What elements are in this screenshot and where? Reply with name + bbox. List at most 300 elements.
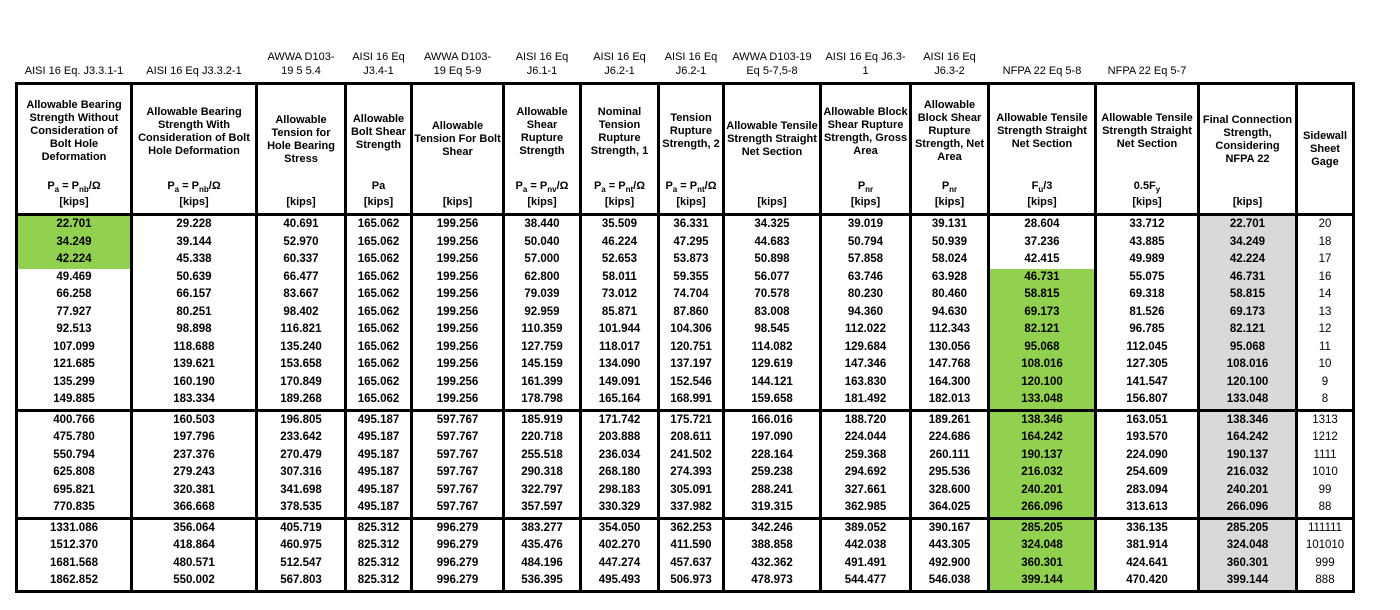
column-header-inner — [990, 85, 1094, 213]
value-cell: 199.256 — [412, 234, 504, 252]
value-cell: 59.355 — [659, 269, 724, 287]
column-header-row — [17, 84, 1354, 215]
value-cell: 197.090 — [724, 429, 821, 447]
value-cell: 159.658 — [724, 391, 821, 410]
column-header-inner — [413, 85, 502, 213]
value-cell: 233.642 — [257, 429, 346, 447]
column-title: Allowable Bearing Strength With Consideration of Bolt Hole Deformation — [138, 105, 250, 157]
value-cell: 268.180 — [581, 464, 659, 482]
eq-ref-label: AISI 16 Eq J3.4-1 — [346, 2, 412, 84]
value-cell: 491.491 — [821, 555, 911, 573]
value-cell: 354.050 — [581, 518, 659, 537]
value-cell: 147.768 — [911, 356, 989, 374]
value-cell: 288.241 — [724, 482, 821, 500]
value-cell: 546.038 — [911, 572, 989, 591]
value-cell: 161.399 — [504, 374, 581, 392]
value-cell: 285.205 — [1199, 518, 1297, 537]
value-cell: 118.688 — [132, 339, 257, 357]
column-formula: $P_{nr}$ — [857, 179, 874, 194]
value-cell: 298.183 — [581, 482, 659, 500]
value-cell: 127.759 — [504, 339, 581, 357]
column-formula: $P_a = P_{nb}/\Omega$ — [47, 179, 101, 194]
value-cell: 199.256 — [412, 374, 504, 392]
value-cell: 402.270 — [581, 537, 659, 555]
value-cell: 94.630 — [911, 304, 989, 322]
column-title: Nominal Tension Rupture Strength, 1 — [590, 105, 649, 157]
eq-ref-label: AISI 16 Eq J6.2-1 — [581, 2, 659, 84]
value-cell: 22.701 — [17, 215, 132, 234]
table-row — [17, 572, 1354, 591]
value-cell: 182.013 — [911, 391, 989, 410]
table-row — [17, 215, 1354, 234]
value-cell: 360.301 — [989, 555, 1096, 573]
value-cell: 96.785 — [1096, 321, 1199, 339]
column-title: Allowable Tensile Strength Straight Net Section — [996, 112, 1088, 151]
value-cell: 165.062 — [346, 251, 412, 269]
value-cell: 114.082 — [724, 339, 821, 357]
value-cell: 319.315 — [724, 499, 821, 518]
column-title: Allowable Bolt Shear Strength — [350, 112, 406, 151]
value-cell: 240.201 — [989, 482, 1096, 500]
column-header-inner — [725, 85, 819, 213]
value-cell: 144.121 — [724, 374, 821, 392]
value-cell: 98.545 — [724, 321, 821, 339]
value-cell: 135.240 — [257, 339, 346, 357]
table-row — [17, 518, 1354, 537]
value-cell: 442.038 — [821, 537, 911, 555]
column-title: Allowable Shear Rupture Strength — [516, 105, 568, 157]
value-cell: 85.871 — [581, 304, 659, 322]
eq-ref-label: AISI 16 Eq. J3.3.1-1 — [17, 2, 132, 84]
column-unit-label: [kips] — [850, 196, 881, 208]
value-cell: 42.415 — [989, 251, 1096, 269]
value-cell: 357.597 — [504, 499, 581, 518]
value-cell: 495.187 — [346, 499, 412, 518]
value-cell: 120.100 — [1199, 374, 1297, 392]
value-cell: 49.989 — [1096, 251, 1199, 269]
value-cell: 447.274 — [581, 555, 659, 573]
value-cell: 364.025 — [911, 499, 989, 518]
table-row — [17, 286, 1354, 304]
value-cell: 165.062 — [346, 391, 412, 410]
value-cell: 181.492 — [821, 391, 911, 410]
value-cell: 50.794 — [821, 234, 911, 252]
value-cell: 270.479 — [257, 447, 346, 465]
column-header — [1199, 84, 1297, 215]
value-cell: 60.337 — [257, 251, 346, 269]
value-cell: 199.256 — [412, 356, 504, 374]
value-cell: 625.808 — [17, 464, 132, 482]
value-cell: 135.299 — [17, 374, 132, 392]
value-cell: 153.658 — [257, 356, 346, 374]
eq-ref-label: AISI 16 Eq J3.3.2-1 — [132, 2, 257, 84]
value-cell: 240.201 — [1199, 482, 1297, 500]
gage-cell: 888 — [1297, 572, 1354, 591]
value-cell: 82.121 — [1199, 321, 1297, 339]
column-formula: $P_a = P_{nt}/\Omega$ — [665, 179, 717, 194]
value-cell: 165.164 — [581, 391, 659, 410]
eq-ref-label: AWWA D103- 19 Eq 5-9 — [412, 2, 504, 84]
value-cell: 307.316 — [257, 464, 346, 482]
value-cell: 139.621 — [132, 356, 257, 374]
column-formula: $P_a = P_{nb}/\Omega$ — [167, 179, 221, 194]
value-cell: 411.590 — [659, 537, 724, 555]
value-cell: 255.518 — [504, 447, 581, 465]
value-cell: 87.860 — [659, 304, 724, 322]
value-cell: 342.246 — [724, 518, 821, 537]
value-cell: 118.017 — [581, 339, 659, 357]
gage-cell: 88 — [1297, 499, 1354, 518]
table-row — [17, 555, 1354, 573]
value-cell: 137.197 — [659, 356, 724, 374]
value-cell: 1512.370 — [17, 537, 132, 555]
value-cell: 74.704 — [659, 286, 724, 304]
column-header — [504, 84, 581, 215]
value-cell: 478.973 — [724, 572, 821, 591]
table-row — [17, 429, 1354, 447]
value-cell: 40.691 — [257, 215, 346, 234]
gage-cell: 1111 — [1297, 447, 1354, 465]
table-row — [17, 537, 1354, 555]
value-cell: 495.493 — [581, 572, 659, 591]
value-cell: 141.547 — [1096, 374, 1199, 392]
value-cell: 341.698 — [257, 482, 346, 500]
value-cell: 188.720 — [821, 410, 911, 429]
value-cell: 492.900 — [911, 555, 989, 573]
value-cell: 197.796 — [132, 429, 257, 447]
column-header-inner — [1097, 85, 1197, 213]
value-cell: 81.526 — [1096, 304, 1199, 322]
value-cell: 110.359 — [504, 321, 581, 339]
value-cell: 165.062 — [346, 234, 412, 252]
column-header — [1297, 84, 1354, 215]
table-row — [17, 499, 1354, 518]
value-cell: 44.683 — [724, 234, 821, 252]
value-cell: 193.570 — [1096, 429, 1199, 447]
value-cell: 381.914 — [1096, 537, 1199, 555]
value-cell: 47.295 — [659, 234, 724, 252]
value-cell: 199.256 — [412, 304, 504, 322]
value-cell: 152.546 — [659, 374, 724, 392]
value-cell: 129.619 — [724, 356, 821, 374]
value-cell: 475.780 — [17, 429, 132, 447]
column-formula: $P_a = P_{nt}/\Omega$ — [593, 179, 646, 194]
value-cell: 98.898 — [132, 321, 257, 339]
column-formula: Pa — [371, 180, 386, 192]
value-cell: 116.821 — [257, 321, 346, 339]
value-cell: 50.939 — [911, 234, 989, 252]
column-header-inner — [660, 85, 722, 213]
value-cell: 80.230 — [821, 286, 911, 304]
value-cell: 1331.086 — [17, 518, 132, 537]
value-cell: 996.279 — [412, 555, 504, 573]
column-title: Final Connection Strength, Considering NFPA 22 — [1202, 113, 1293, 165]
table-row — [17, 304, 1354, 322]
value-cell: 112.022 — [821, 321, 911, 339]
value-cell: 199.256 — [412, 339, 504, 357]
value-cell: 383.277 — [504, 518, 581, 537]
value-cell: 220.718 — [504, 429, 581, 447]
value-cell: 37.236 — [989, 234, 1096, 252]
value-cell: 80.251 — [132, 304, 257, 322]
value-cell: 274.393 — [659, 464, 724, 482]
value-cell: 98.402 — [257, 304, 346, 322]
table-row — [17, 464, 1354, 482]
column-header-inner — [258, 85, 344, 213]
value-cell: 389.052 — [821, 518, 911, 537]
value-cell: 199.256 — [412, 251, 504, 269]
value-cell: 39.144 — [132, 234, 257, 252]
gage-cell: 9 — [1297, 374, 1354, 392]
value-cell: 38.440 — [504, 215, 581, 234]
value-cell: 130.056 — [911, 339, 989, 357]
gage-cell: 18 — [1297, 234, 1354, 252]
value-cell: 69.318 — [1096, 286, 1199, 304]
value-cell: 266.096 — [989, 499, 1096, 518]
value-cell: 46.224 — [581, 234, 659, 252]
value-cell: 121.685 — [17, 356, 132, 374]
eq-ref-label — [1297, 2, 1354, 84]
value-cell: 254.609 — [1096, 464, 1199, 482]
column-unit-label: [kips] — [1232, 196, 1263, 208]
value-cell: 424.641 — [1096, 555, 1199, 573]
value-cell: 112.045 — [1096, 339, 1199, 357]
value-cell: 95.068 — [1199, 339, 1297, 357]
value-cell: 597.767 — [412, 410, 504, 429]
value-cell: 42.224 — [17, 251, 132, 269]
column-header — [132, 84, 257, 215]
value-cell: 39.019 — [821, 215, 911, 234]
value-cell: 259.368 — [821, 447, 911, 465]
gage-cell: 10 — [1297, 356, 1354, 374]
column-header — [911, 84, 989, 215]
value-cell: 63.928 — [911, 269, 989, 287]
value-cell: 290.318 — [504, 464, 581, 482]
value-cell: 825.312 — [346, 555, 412, 573]
value-cell: 107.099 — [17, 339, 132, 357]
value-cell: 443.305 — [911, 537, 989, 555]
value-cell: 199.256 — [412, 286, 504, 304]
value-cell: 53.873 — [659, 251, 724, 269]
eq-ref-label: AISI 16 Eq J6.2-1 — [659, 2, 724, 84]
value-cell: 43.885 — [1096, 234, 1199, 252]
value-cell: 203.888 — [581, 429, 659, 447]
eq-ref-label: AISI 16 Eq J6.3-2 — [911, 2, 989, 84]
column-header — [989, 84, 1096, 215]
eq-ref-label: AISI 16 Eq J6.3- 1 — [821, 2, 911, 84]
column-title: Allowable Block Shear Rupture Strength, Net Area — [914, 99, 985, 164]
value-cell: 112.343 — [911, 321, 989, 339]
value-cell: 283.094 — [1096, 482, 1199, 500]
value-cell: 305.091 — [659, 482, 724, 500]
value-cell: 544.477 — [821, 572, 911, 591]
value-cell: 69.173 — [1199, 304, 1297, 322]
gage-cell: 1212 — [1297, 429, 1354, 447]
value-cell: 33.712 — [1096, 215, 1199, 234]
value-cell: 196.805 — [257, 410, 346, 429]
value-cell: 127.305 — [1096, 356, 1199, 374]
value-cell: 356.064 — [132, 518, 257, 537]
column-header-inner — [18, 85, 130, 213]
column-unit-label: [kips] — [934, 196, 965, 208]
value-cell: 120.100 — [989, 374, 1096, 392]
value-cell: 149.885 — [17, 391, 132, 410]
gage-cell: 1010 — [1297, 464, 1354, 482]
value-cell: 378.535 — [257, 499, 346, 518]
value-cell: 66.258 — [17, 286, 132, 304]
value-cell: 399.144 — [1199, 572, 1297, 591]
column-header — [724, 84, 821, 215]
column-unit-label: [kips] — [676, 196, 706, 208]
value-cell: 34.249 — [1199, 234, 1297, 252]
value-cell: 199.256 — [412, 215, 504, 234]
value-cell: 138.346 — [989, 410, 1096, 429]
value-cell: 208.611 — [659, 429, 724, 447]
value-cell: 259.238 — [724, 464, 821, 482]
eq-ref-label: NFPA 22 Eq 5-7 — [1096, 2, 1199, 84]
value-cell: 399.144 — [989, 572, 1096, 591]
gage-cell: 13 — [1297, 304, 1354, 322]
column-header — [821, 84, 911, 215]
column-unit-label: [kips] — [363, 196, 394, 208]
column-formula: $F_u/3$ — [1031, 179, 1053, 194]
value-cell: 199.256 — [412, 391, 504, 410]
value-cell: 94.360 — [821, 304, 911, 322]
value-cell: 39.131 — [911, 215, 989, 234]
column-unit-label: [kips] — [604, 196, 635, 208]
value-cell: 50.040 — [504, 234, 581, 252]
column-unit-label: [kips] — [59, 196, 89, 208]
value-cell: 190.137 — [989, 447, 1096, 465]
value-cell: 216.032 — [1199, 464, 1297, 482]
value-cell: 996.279 — [412, 537, 504, 555]
gage-cell: 12 — [1297, 321, 1354, 339]
value-cell: 405.719 — [257, 518, 346, 537]
value-cell: 228.164 — [724, 447, 821, 465]
column-header-inner — [347, 85, 410, 213]
column-unit-label: [kips] — [527, 196, 557, 208]
column-header — [17, 84, 132, 215]
value-cell: 337.982 — [659, 499, 724, 518]
value-cell: 770.835 — [17, 499, 132, 518]
value-cell: 825.312 — [346, 537, 412, 555]
eq-ref-label: AWWA D103- 19 5 5.4 — [257, 2, 346, 84]
value-cell: 147.346 — [821, 356, 911, 374]
value-cell: 460.975 — [257, 537, 346, 555]
value-cell: 83.667 — [257, 286, 346, 304]
value-cell: 328.600 — [911, 482, 989, 500]
value-cell: 199.256 — [412, 269, 504, 287]
value-cell: 46.731 — [1199, 269, 1297, 287]
value-cell: 199.256 — [412, 321, 504, 339]
value-cell: 36.331 — [659, 215, 724, 234]
column-header — [346, 84, 412, 215]
value-cell: 108.016 — [989, 356, 1096, 374]
value-cell: 133.048 — [989, 391, 1096, 410]
value-cell: 327.661 — [821, 482, 911, 500]
gage-cell: 16 — [1297, 269, 1354, 287]
value-cell: 165.062 — [346, 356, 412, 374]
column-header-inner — [822, 85, 909, 213]
value-cell: 79.039 — [504, 286, 581, 304]
equation-reference-row — [17, 2, 1354, 84]
value-cell: 160.503 — [132, 410, 257, 429]
value-cell: 189.268 — [257, 391, 346, 410]
value-cell: 35.509 — [581, 215, 659, 234]
column-header-inner — [1200, 85, 1295, 213]
value-cell: 484.196 — [504, 555, 581, 573]
value-cell: 260.111 — [911, 447, 989, 465]
table-row — [17, 410, 1354, 429]
value-cell: 320.381 — [132, 482, 257, 500]
value-cell: 29.228 — [132, 215, 257, 234]
eq-ref-label — [1199, 2, 1297, 84]
value-cell: 58.011 — [581, 269, 659, 287]
value-cell: 189.261 — [911, 410, 989, 429]
table-row — [17, 321, 1354, 339]
value-cell: 825.312 — [346, 518, 412, 537]
value-cell: 134.090 — [581, 356, 659, 374]
column-header — [659, 84, 724, 215]
value-cell: 825.312 — [346, 572, 412, 591]
value-cell: 58.815 — [1199, 286, 1297, 304]
column-formula: $P_a = P_{nv}/\Omega$ — [515, 179, 569, 194]
value-cell: 70.578 — [724, 286, 821, 304]
value-cell: 480.571 — [132, 555, 257, 573]
value-cell: 330.329 — [581, 499, 659, 518]
value-cell: 170.849 — [257, 374, 346, 392]
value-cell: 597.767 — [412, 447, 504, 465]
value-cell: 101.944 — [581, 321, 659, 339]
value-cell: 50.898 — [724, 251, 821, 269]
table-row — [17, 269, 1354, 287]
value-cell: 149.091 — [581, 374, 659, 392]
value-cell: 996.279 — [412, 518, 504, 537]
column-unit-label: [kips] — [286, 196, 316, 208]
row-group-3 — [17, 518, 1354, 591]
value-cell: 34.249 — [17, 234, 132, 252]
value-cell: 550.794 — [17, 447, 132, 465]
value-cell: 495.187 — [346, 482, 412, 500]
gage-cell: 1313 — [1297, 410, 1354, 429]
value-cell: 92.513 — [17, 321, 132, 339]
column-header — [1096, 84, 1199, 215]
value-cell: 597.767 — [412, 482, 504, 500]
gage-cell: 17 — [1297, 251, 1354, 269]
value-cell: 362.985 — [821, 499, 911, 518]
value-cell: 45.338 — [132, 251, 257, 269]
value-cell: 165.062 — [346, 339, 412, 357]
value-cell: 400.766 — [17, 410, 132, 429]
value-cell: 285.205 — [989, 518, 1096, 537]
value-cell: 313.613 — [1096, 499, 1199, 518]
value-cell: 695.821 — [17, 482, 132, 500]
connection-strength-table — [15, 2, 1355, 593]
value-cell: 175.721 — [659, 410, 724, 429]
value-cell: 224.090 — [1096, 447, 1199, 465]
column-header — [257, 84, 346, 215]
value-cell: 236.034 — [581, 447, 659, 465]
value-cell: 57.000 — [504, 251, 581, 269]
value-cell: 279.243 — [132, 464, 257, 482]
value-cell: 470.420 — [1096, 572, 1199, 591]
value-cell: 77.927 — [17, 304, 132, 322]
value-cell: 597.767 — [412, 429, 504, 447]
value-cell: 34.325 — [724, 215, 821, 234]
value-cell: 104.306 — [659, 321, 724, 339]
column-title: Tension Rupture Strength, 2 — [662, 112, 720, 151]
value-cell: 435.476 — [504, 537, 581, 555]
